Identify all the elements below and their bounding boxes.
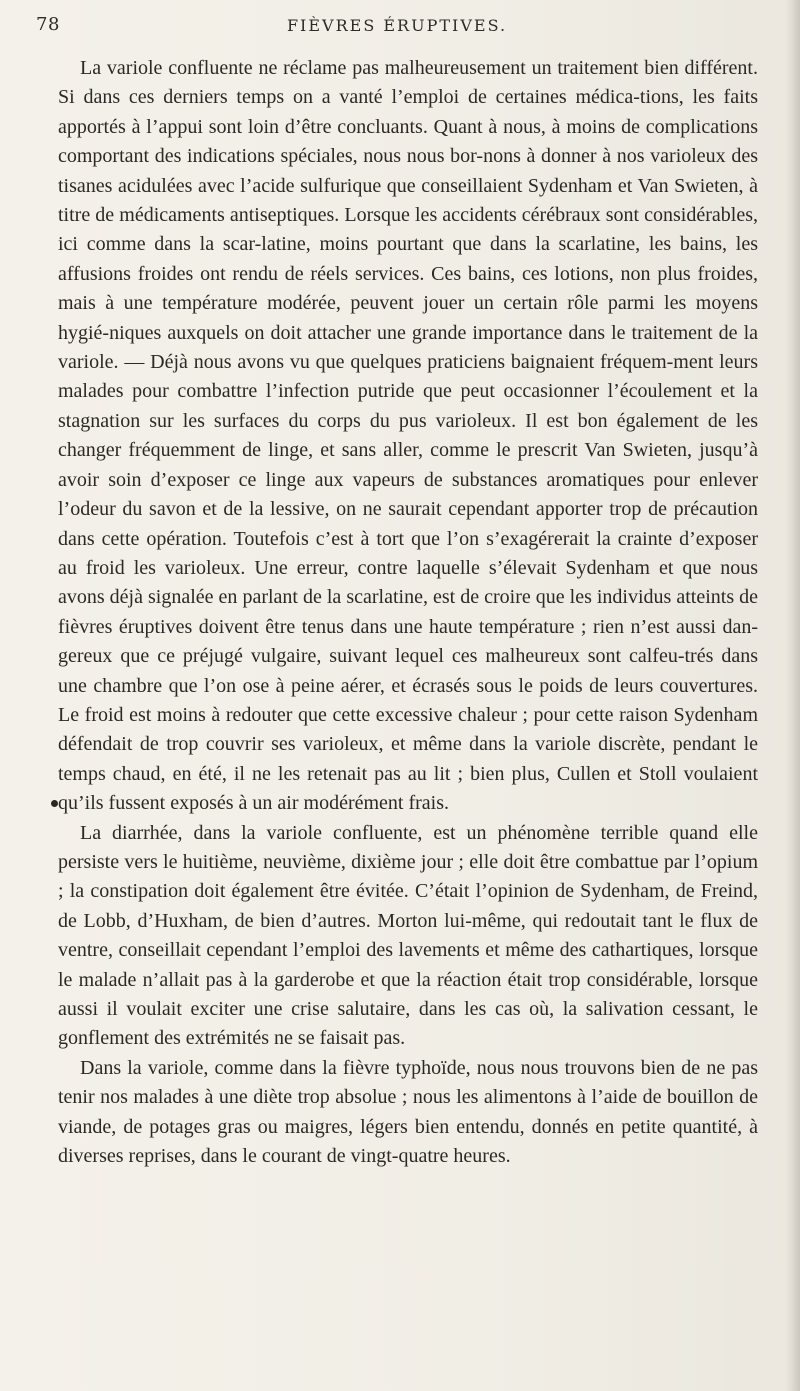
body-text <box>58 54 758 1171</box>
paragraph-1: La variole confluente ne réclame pas malheureusement un traitement bien différent. Si dans ces derniers temps on a vanté l’emploi de certaines médica-tions, les faits apportés à l’appui sont loin d’être concluants. Quant à nous, à moins de complications comportant des indications spéciales, nous nous bor-nons à donner à nos varioleux des tisanes acidulées avec l’acide sulfurique que conseillaient Sydenham et Van Swieten, à titre de médicaments antiseptiques. Lorsque les accidents cérébraux sont considérables, ici comme dans la scar-latine, moins pourtant que dans la scarlatine, les bains, les affusions froides ont rendu de réels services. Ces bains, ces lotions, non plus froides, mais à une température modérée, peuvent jouer un certain rôle parmi les moyens hygié-niques auxquels on doit attacher une grande importance dans le traitement de la variole. — Déjà nous avons vu que quelques praticiens baignaient fréquem-ment leurs malades pour combattre l’infection putride que peut occasionner l’écoulement et la stagnation sur les surfaces du corps du pus varioleux. Il est bon également de les changer fréquemment de linge, et sans aller, comme le prescrit Van Swieten, jusqu’à avoir soin d’exposer ce linge aux vapeurs de substances aromatiques pour enlever l’odeur du savon et de la lessive, on ne saurait cependant apporter trop de précaution dans cette opération. Toutefois c’est à tort que l’on s’exagérerait la crainte d’exposer au froid les varioleux. Une erreur, contre laquelle s’élevait Sydenham et que nous avons déjà signalée en parlant de la scarlatine, est de croire que les individus atteints de fièvres éruptives doivent être tenus dans une haute température ; rien n’est aussi dan-gereux que ce préjugé vulgaire, suivant lequel ces malheureux sont calfeu-trés dans une chambre que l’on ose à peine aérer, et écrasés sous le poids de leurs couvertures. Le froid est moins à redouter que cette excessive chaleur ; pour cette raison Sydenham défendait de trop couvrir ses varioleux, et même dans la variole discrète, pendant le temps chaud, en été, il ne les retenait pas au lit ; bien plus, Cullen et Stoll voulaient qu’ils fussent exposés à un air modérément frais. <box>58 57 758 815</box>
ink-spot-mark <box>51 800 58 807</box>
paragraph-3: Dans la variole, comme dans la fièvre typhoïde, nous nous trouvons bien de ne pas tenir nos malades à une diète trop absolue ; nous les alimentons à l’aide de bouillon de viande, de potages gras ou maigres, légers bien entendu, donnés en petite quantité, à diverses reprises, dans le courant de vingt-quatre heures. <box>58 1056 758 1168</box>
page-header <box>36 14 758 46</box>
page-number: 78 <box>36 14 60 35</box>
running-head: FIÈVRES ÉRUPTIVES. <box>286 16 508 35</box>
page-edge-shadow <box>786 0 800 1391</box>
paragraph-2: La diarrhée, dans la variole confluente, est un phénomène terrible quand elle persiste vers le huitième, neuvième, dixième jour ; elle doit être combattue par l’opium ; la constipation doit également être évitée. C’était l’opinion de Sydenham, de Freind, de Lobb, d’Huxham, de bien d’autres. Morton lui-même, qui redoutait tant le flux de ventre, conseillait cependant l’emploi des lavements et même des cathartiques, lorsque le malade n’allait pas à la garderobe et que la réaction était trop considérable, lorsque aussi il voulait exciter une crise salutaire, dans les cas où, la salivation cessant, le gonflement des extrémités ne se faisait pas. <box>58 821 758 1050</box>
